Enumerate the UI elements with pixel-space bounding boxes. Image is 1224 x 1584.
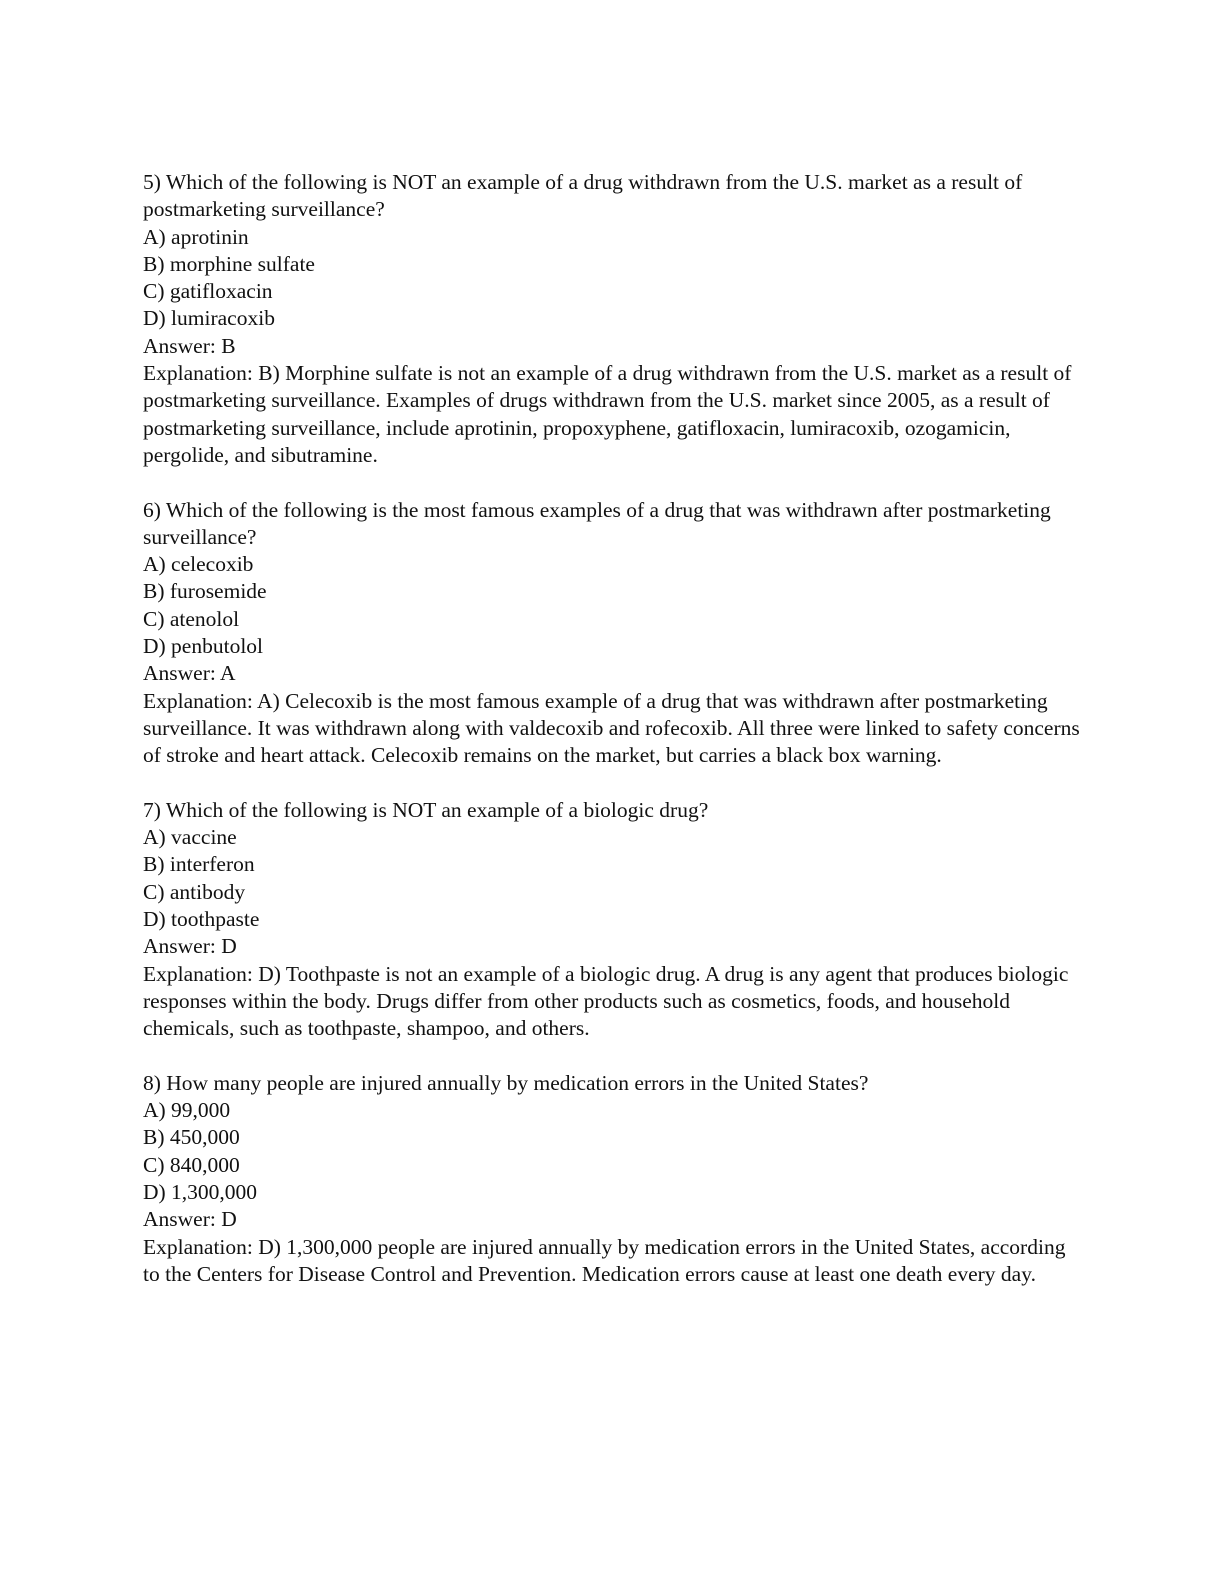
question-text: 8) How many people are injured annually by medication errors in the United States? bbox=[143, 1070, 869, 1095]
answer-line: Answer: D bbox=[143, 1207, 237, 1232]
options-list bbox=[143, 824, 1083, 933]
explanation-text: Explanation: D) Toothpaste is not an example of a biologic drug. A drug is any agent that produces biologic responses within the body. Drugs differ from other products such as cosmetics, foods, and household chemicals, such as toothpaste, shampoo, and others. bbox=[143, 961, 1069, 1041]
option-d: D) penbutolol bbox=[143, 634, 264, 659]
question-text: 6) Which of the following is the most famous examples of a drug that was withdrawn after postmarketing surveillance? bbox=[143, 497, 1051, 549]
option-c: C) gatifloxacin bbox=[143, 279, 273, 304]
question-block-8 bbox=[143, 1070, 1083, 1288]
explanation-text: Explanation: A) Celecoxib is the most famous example of a drug that was withdrawn after postmarketing surveillance. It was withdrawn along with valdecoxib and rofecoxib. All three were linked to safety concerns of stroke and heart attack. Celecoxib remains on the market, but carries a black box warning. bbox=[143, 688, 1080, 768]
option-c: C) atenolol bbox=[143, 606, 240, 631]
question-block-7 bbox=[143, 797, 1083, 1043]
question-block-6 bbox=[143, 497, 1083, 770]
option-b: B) furosemide bbox=[143, 579, 267, 604]
question-text: 5) Which of the following is NOT an example of a drug withdrawn from the U.S. market as a result of postmarketing surveillance? bbox=[143, 170, 1023, 222]
option-b: B) interferon bbox=[143, 852, 255, 877]
options-list bbox=[143, 224, 1083, 333]
explanation-text: Explanation: D) 1,300,000 people are injured annually by medication errors in the United States, according to the Centers for Disease Control and Prevention. Medication errors cause at least one death every day. bbox=[143, 1234, 1066, 1286]
option-d: D) toothpaste bbox=[143, 907, 260, 932]
option-c: C) antibody bbox=[143, 879, 246, 904]
answer-line: Answer: A bbox=[143, 661, 236, 686]
option-b: B) 450,000 bbox=[143, 1125, 240, 1150]
option-a: A) celecoxib bbox=[143, 552, 254, 577]
answer-line: Answer: D bbox=[143, 934, 237, 959]
option-c: C) 840,000 bbox=[143, 1152, 240, 1177]
question-text: 7) Which of the following is NOT an example of a biologic drug? bbox=[143, 797, 709, 822]
option-a: A) vaccine bbox=[143, 825, 237, 850]
options-list bbox=[143, 1097, 1083, 1206]
answer-line: Answer: B bbox=[143, 333, 236, 358]
option-a: A) 99,000 bbox=[143, 1098, 231, 1123]
option-a: A) aprotinin bbox=[143, 224, 249, 249]
option-b: B) morphine sulfate bbox=[143, 251, 315, 276]
options-list bbox=[143, 551, 1083, 660]
option-d: D) 1,300,000 bbox=[143, 1179, 258, 1204]
option-d: D) lumiracoxib bbox=[143, 306, 275, 331]
question-block-5 bbox=[143, 169, 1083, 469]
explanation-text: Explanation: B) Morphine sulfate is not an example of a drug withdrawn from the U.S. market as a result of postmarketing surveillance. Examples of drugs withdrawn from the U.S. market since 2005, as a result of postmarketing surveillance, include aprotinin, propoxyphene, gatifloxacin, lumiracoxib, ozogamicin, pergolide, and sibutramine. bbox=[143, 361, 1072, 467]
document-content bbox=[143, 169, 1083, 1315]
